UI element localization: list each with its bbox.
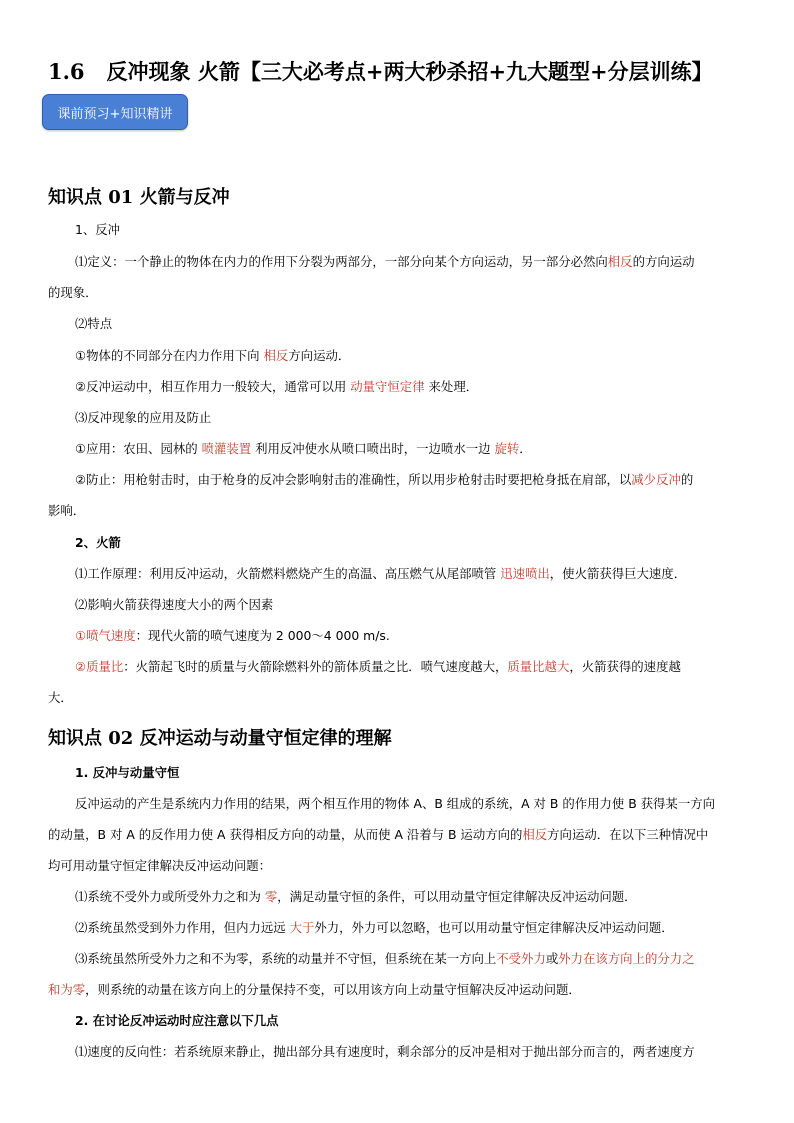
kp1-heading: 知识点 01 火箭与反冲 xyxy=(48,187,230,208)
kp2-line: 和为零，则系统的动量在该方向上的分量保持不变，可以用该方向上动量守恒解决反冲运动问题． xyxy=(48,982,581,997)
kp2-line: ⑴速度的反向性：若系统原来静止，抛出部分具有速度时，剩余部分的反冲是相对于抛出部分而言的，两者速度方 xyxy=(75,1044,695,1059)
kp1-line: ⑵特点 xyxy=(75,316,113,331)
kp1-line: ①喷气速度：现代火箭的喷气速度为 2 000～4 000 m/s. xyxy=(75,628,390,643)
page-title xyxy=(48,56,713,86)
title-text: 反冲现象 火箭【三大必考点+两大秒杀招+九大题型+分层训练】 xyxy=(106,59,713,84)
kp1-line: ⑴定义：一个静止的物体在内力的作用下分裂为两部分，一部分向某个方向运动，另一部分必然向相反的方向运动 xyxy=(75,254,695,269)
kp1-line: ⑵影响火箭获得速度大小的两个因素 xyxy=(75,597,274,612)
kp1-line: ②质量比：火箭起飞时的质量与火箭除燃料外的箭体质量之比．喷气速度越大，质量比越大，火箭获得的速度越 xyxy=(75,659,681,674)
kp1-line: ②反冲运动中，相互作用力一般较大，通常可以用 动量守恒定律 来处理． xyxy=(75,379,479,394)
kp1-line: 影响． xyxy=(48,503,86,518)
kp1-line: ⑴工作原理：利用反冲运动，火箭燃料燃烧产生的高温、高压燃气从尾部喷管 迅速喷出，使火箭获得巨大速度． xyxy=(75,566,687,581)
kp2-sub2: 2. 在讨论反冲运动时应注意以下几点 xyxy=(75,1013,279,1028)
kp2-line: 反冲运动的产生是系统内力作用的结果，两个相互作用的物体 A、B 组成的系统，A 对 B 的作用力使 B 获得某一方向 xyxy=(75,796,715,811)
kp1-line: ①物体的不同部分在内力作用下向 相反方向运动． xyxy=(75,348,351,363)
kp2-line: ⑴系统不受外力或所受外力之和为 零，满足动量守恒的条件，可以用动量守恒定律解决反冲运动问题． xyxy=(75,889,637,904)
kp2-line: 的动量，B 对 A 的反作用力使 A 获得相反方向的动量，从而使 A 沿着与 B 运动方向的相反方向运动．在以下三种情况中 xyxy=(48,827,709,842)
kp1-line: ②防止：用枪射击时，由于枪身的反冲会影响射击的准确性，所以用步枪射击时要把枪身抵在肩部，以减少反冲的 xyxy=(75,472,694,487)
kp1-sub2: 2、火箭 xyxy=(75,535,121,550)
section-number: 1.6 xyxy=(48,59,85,84)
preview-tag-button[interactable]: 课前预习+知识精讲 xyxy=(42,94,188,130)
kp2-sub1: 1. 反冲与动量守恒 xyxy=(75,765,180,780)
kp2-line: ⑶系统虽然所受外力之和不为零，系统的动量并不守恒，但系统在某一方向上不受外力或外力在该方向上的分力之 xyxy=(75,951,695,966)
kp2-line: ⑵系统虽然受到外力作用，但内力远远 大于外力，外力可以忽略，也可以用动量守恒定律解决反冲运动问题． xyxy=(75,920,674,935)
kp1-line: 大． xyxy=(48,690,73,705)
kp1-line: ①应用：农田、园林的 喷灌装置 利用反冲使水从喷口喷出时，一边喷水一边 旋转． xyxy=(75,441,532,456)
kp1-sub1: 1、反冲 xyxy=(75,222,121,237)
kp1-line: 的现象． xyxy=(48,285,98,300)
kp1-line: ⑶反冲现象的应用及防止 xyxy=(75,410,212,425)
kp2-heading: 知识点 02 反冲运动与动量守恒定律的理解 xyxy=(48,728,392,749)
kp2-line: 均可用动量守恒定律解决反冲运动问题： xyxy=(48,858,272,873)
